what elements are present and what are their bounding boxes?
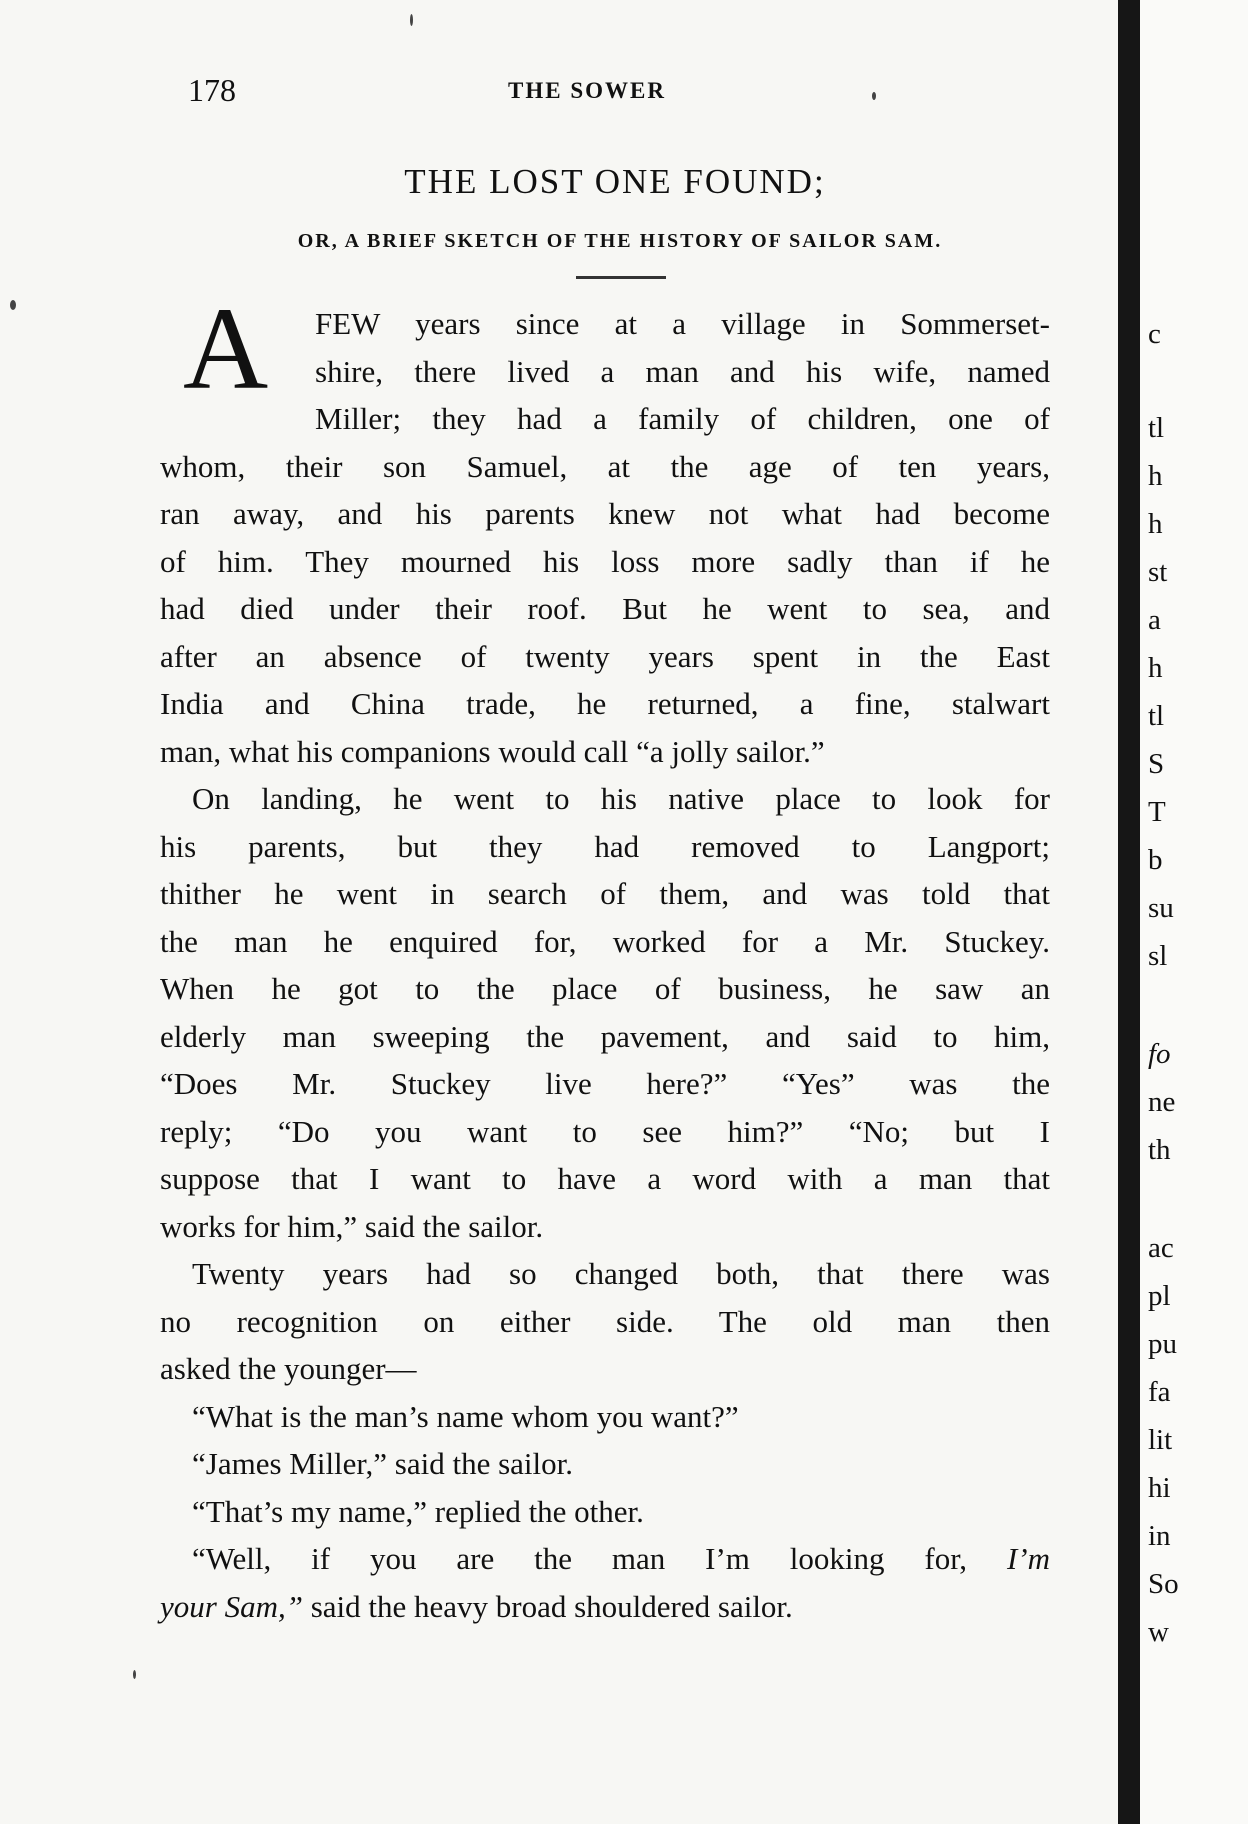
- text-line: thither he went in search of them, and was told that: [160, 876, 1050, 911]
- page-gutter: [1118, 0, 1140, 1824]
- facing-text: c: [1148, 318, 1161, 350]
- text-line: after an absence of twenty years spent in the East: [160, 638, 1050, 674]
- facing-page-fragment: [1140, 0, 1248, 1824]
- text-line: “That’s my name,” replied the other.: [192, 1493, 644, 1529]
- text-line: India and China trade, he returned, a fine, stalwart: [160, 686, 1050, 721]
- scan-speck: [133, 1670, 136, 1679]
- facing-text: lit: [1148, 1424, 1173, 1456]
- facing-text: b: [1148, 844, 1163, 876]
- text-line: man, what his companions would call “a jolly sailor.”: [160, 733, 825, 769]
- text-line: asked the younger—: [160, 1351, 417, 1386]
- text-line: ran away, and his parents knew not what had become: [160, 496, 1050, 531]
- facing-text: sl: [1148, 940, 1168, 972]
- facing-text: h: [1148, 460, 1163, 492]
- facing-text: in: [1148, 1520, 1171, 1552]
- text-run: “Well, if you are the man I’m looking for,: [192, 1541, 1007, 1576]
- facing-text: th: [1148, 1134, 1171, 1166]
- article-subtitle: OR, A BRIEF SKETCH OF THE HISTORY OF SAILOR SAM.: [297, 230, 943, 252]
- title-rule: [576, 276, 666, 279]
- text-line: reply; “Do you want to see him?” “No; but I: [160, 1113, 1050, 1149]
- facing-text: w: [1148, 1616, 1169, 1648]
- text-line: works for him,” said the sailor.: [160, 1208, 544, 1244]
- drop-cap: A: [183, 283, 269, 414]
- text-line: When he got to the place of business, he saw an: [160, 971, 1050, 1006]
- text-line: suppose that I want to have a word with a man that: [160, 1161, 1050, 1196]
- facing-text: pl: [1148, 1280, 1171, 1312]
- text-line: On landing, he went to his native place to look for: [192, 781, 1050, 816]
- emphasis-your-sam: your Sam,”: [160, 1588, 303, 1624]
- text-line: had died under their roof. But he went to sea, and: [160, 591, 1050, 626]
- text-line: [160, 1583, 1050, 1631]
- article-body: [160, 300, 1050, 1630]
- facing-text: pu: [1148, 1328, 1177, 1360]
- text-line: shire, there lived a man and his wife, named: [315, 353, 1050, 389]
- text-line: his parents, but they had removed to Langport;: [160, 828, 1050, 864]
- text-line: “What is the man’s name whom you want?”: [192, 1398, 739, 1434]
- text-line: “Does Mr. Stuckey live here?” “Yes” was the: [160, 1066, 1050, 1101]
- text-line: of him. They mourned his loss more sadly than if he: [160, 543, 1050, 579]
- scan-speck: [872, 92, 876, 100]
- facing-text: su: [1148, 892, 1174, 924]
- text-line: Miller; they had a family of children, one of: [315, 401, 1050, 436]
- page-number: 178: [188, 72, 236, 108]
- text-line: elderly man sweeping the pavement, and said to him,: [160, 1018, 1050, 1054]
- text-line: [160, 1535, 1050, 1583]
- text-line: whom, their son Samuel, at the age of ten years,: [160, 448, 1050, 484]
- facing-text: hi: [1148, 1472, 1171, 1504]
- facing-text: h: [1148, 652, 1163, 684]
- facing-text: h: [1148, 508, 1163, 540]
- text-line: no recognition on either side. The old man then: [160, 1303, 1050, 1339]
- text-line: Twenty years had so changed both, that there was: [192, 1256, 1050, 1291]
- scan-speck: [410, 14, 413, 26]
- facing-text: tl: [1148, 700, 1165, 732]
- facing-text: S: [1148, 748, 1165, 780]
- facing-text: tl: [1148, 412, 1165, 444]
- text-run: said the heavy broad shouldered sailor.: [302, 1588, 793, 1624]
- facing-text: T: [1148, 796, 1166, 828]
- scan-speck: [10, 300, 16, 310]
- text-line: FEW years since at a village in Sommerset-: [315, 306, 1050, 341]
- page-header: [188, 72, 1048, 112]
- text-line: the man he enquired for, worked for a Mr. Stuckey.: [160, 923, 1050, 959]
- facing-text: fa: [1148, 1376, 1171, 1408]
- facing-text: a: [1148, 604, 1161, 636]
- emphasis-im: I’m: [1006, 1541, 1050, 1576]
- facing-text: fo: [1148, 1038, 1171, 1070]
- article-title: THE LOST ONE FOUND;: [404, 162, 826, 201]
- facing-text: ne: [1148, 1086, 1176, 1118]
- facing-text: ac: [1148, 1232, 1174, 1264]
- running-head: THE SOWER: [508, 78, 666, 103]
- facing-text: st: [1148, 556, 1168, 588]
- text-line: “James Miller,” said the sailor.: [192, 1446, 573, 1481]
- facing-text: So: [1148, 1568, 1179, 1600]
